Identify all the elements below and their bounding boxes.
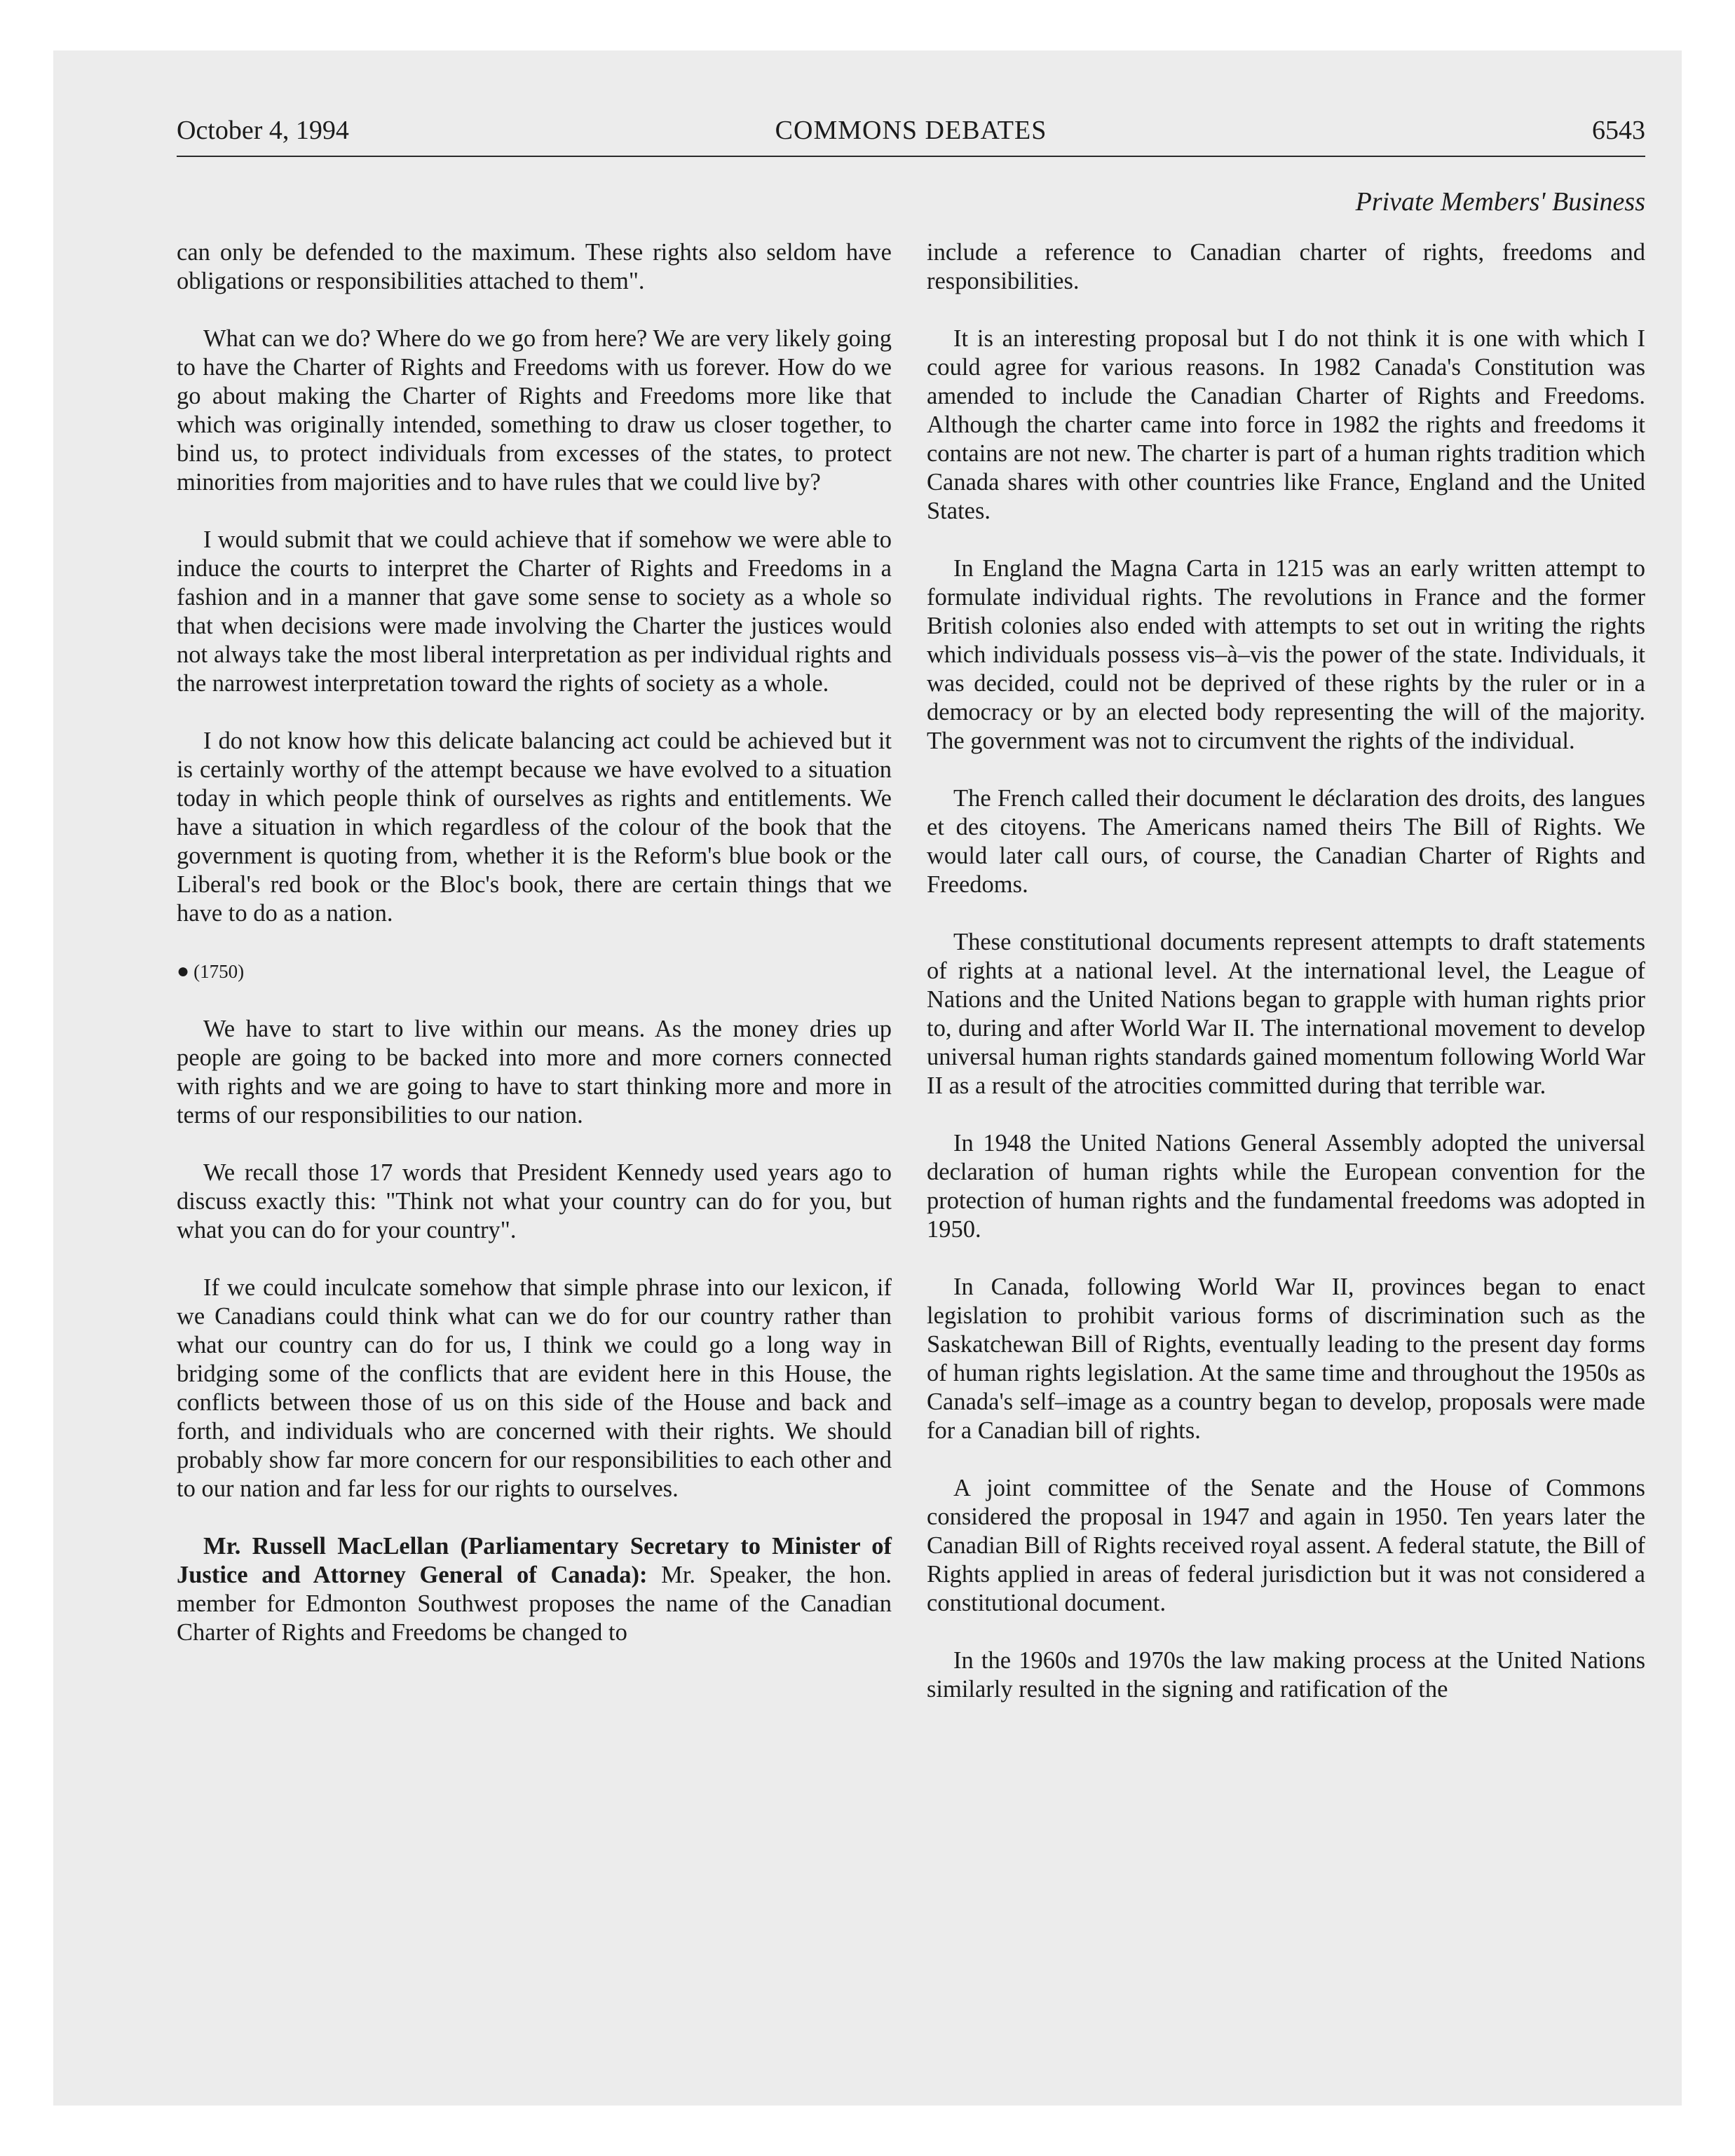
paragraph: We recall those 17 words that President Kennedy used years ago to discuss exactly this: "Think not what your country can do for you, but what you can do for your country". — [177, 1159, 892, 1243]
speaker-name: Mr. Russell MacLellan (Parliamentary Secretary to Minister of Justice and Attorney General of Canada): — [177, 1533, 892, 1588]
paragraph: What can we do? Where do we go from here? We are very likely going to have the Charter of Rights and Freedoms with us forever. How do we go about making the Charter of Rights and Freedoms more like that which was originally intended, something to draw us closer together, to bind us, to protect individuals from excesses of the states, to protect minorities from majorities and to have rules that we could live by? — [177, 325, 892, 496]
time-marker-text: (1750) — [193, 961, 245, 982]
paragraph: I would submit that we could achieve that if somehow we were able to induce the courts to interpret the Charter of Rights and Freedoms in a fashion and in a manner that gave some sense to society as a whole so that when decisions were made involving the Charter the justices would not always take the most liberal interpretation as per individual rights and the narrowest interpretation toward the rights of society as a whole. — [177, 526, 892, 697]
header-date: October 4, 1994 — [177, 116, 349, 145]
paragraph: In Canada, following World War II, provinces began to enact legislation to prohibit various forms of discrimination such as the Saskatchewan Bill of Rights, eventually leading to the present day forms of human rights legislation. At the same time and throughout the 1950s as Canada's self–image as a country began to develop, proposals were made for a Canadian bill of rights. — [927, 1274, 1645, 1444]
speaker-text: Mr. Speaker, the hon. member for Edmonton Southwest proposes the name of the Canadian Charter of Rights and Freedoms be changed to — [177, 1562, 892, 1646]
section-title: Private Members' Business — [1355, 187, 1645, 217]
header-page-number: 6543 — [1592, 116, 1645, 145]
paragraph: In the 1960s and 1970s the law making process at the United Nations similarly resulted in the signing and ratification of the — [927, 1647, 1645, 1703]
paragraph: These constitutional documents represent attempts to draft statements of rights at a national level. At the international level, the League of Nations and the United Nations began to grapple with human rights prior to, during and after World War II. The international movement to develop universal human rights standards gained momentum following World War II as a result of the atrocities committed during that terrible war. — [927, 929, 1645, 1099]
paragraph: It is an interesting proposal but I do not think it is one with which I could agree for various reasons. In 1982 Canada's Constitution was amended to include the Canadian Charter of Rights and Freedoms. Although the charter came into force in 1982 the rights and freedoms it contains are not new. The charter is part of a human rights tradition which Canada shares with other countries like France, England and the United States. — [927, 325, 1645, 524]
paragraph: In 1948 the United Nations General Assembly adopted the universal declaration of human rights while the European convention for the protection of human rights and the fundamental freedoms was adopted in 1950. — [927, 1130, 1645, 1243]
left-column — [177, 238, 892, 1676]
paragraph: In England the Magna Carta in 1215 was an early written attempt to formulate individual rights. The revolutions in France and the former British colonies also ended with attempts to set out in writing the rights which individuals possess vis–à–vis the power of the state. Individuals, it was decided, could not be deprived of these rights by the ruler or in a democracy or by an elected body representing the will of the majority. The government was not to circumvent the rights of the individual. — [927, 555, 1645, 754]
bullet-icon: ● — [177, 960, 190, 983]
paragraph: If we could inculcate somehow that simple phrase into our lexicon, if we Canadians could think what can we do for our country rather than what our country can do for us, I think we could go a long way in bridging some of the conflicts that are evident here in this House, the conflicts between those of us on this side of the House and back and forth, and individuals who are concerned with their rights. We should probably show far more concern for our responsibilities to each other and to our nation and far less for our rights to ourselves. — [177, 1274, 892, 1502]
paragraph: We have to start to live within our means. As the money dries up people are going to be backed into more and more corners connected with rights and we are going to have to start thinking more and more in terms of our responsibilities to our nation. — [177, 1016, 892, 1128]
time-marker — [177, 957, 892, 986]
paragraph: include a reference to Canadian charter of rights, freedoms and responsibilities. — [927, 239, 1645, 294]
speaker-paragraph — [177, 1532, 892, 1647]
paragraph: A joint committee of the Senate and the House of Commons considered the proposal in 1947 and again in 1950. Ten years later the Canadian Bill of Rights received royal assent. A federal statute, the Bill of Rights applied in areas of federal jurisdiction but it was not considered a constitutional document. — [927, 1475, 1645, 1616]
right-column — [927, 238, 1645, 1733]
paragraph: The French called their document le déclaration des droits, des langues et des citoyens. The Americans named theirs The Bill of Rights. We would later call ours, of course, the Canadian Charter of Rights and Freedoms. — [927, 785, 1645, 898]
page-header — [177, 112, 1645, 157]
header-publication: COMMONS DEBATES — [775, 116, 1047, 145]
paragraph: can only be defended to the maximum. These rights also seldom have obligations or responsibilities attached to them". — [177, 239, 892, 294]
paragraph: I do not know how this delicate balancing act could be achieved but it is certainly worthy of the attempt because we have evolved to a situation today in which people think of ourselves as rights and entitlements. We have a situation in which regardless of the colour of the book that the government is quoting from, whether it is the Reform's blue book or the Liberal's red book or the Bloc's book, there are certain things that we have to do as a nation. — [177, 728, 892, 927]
